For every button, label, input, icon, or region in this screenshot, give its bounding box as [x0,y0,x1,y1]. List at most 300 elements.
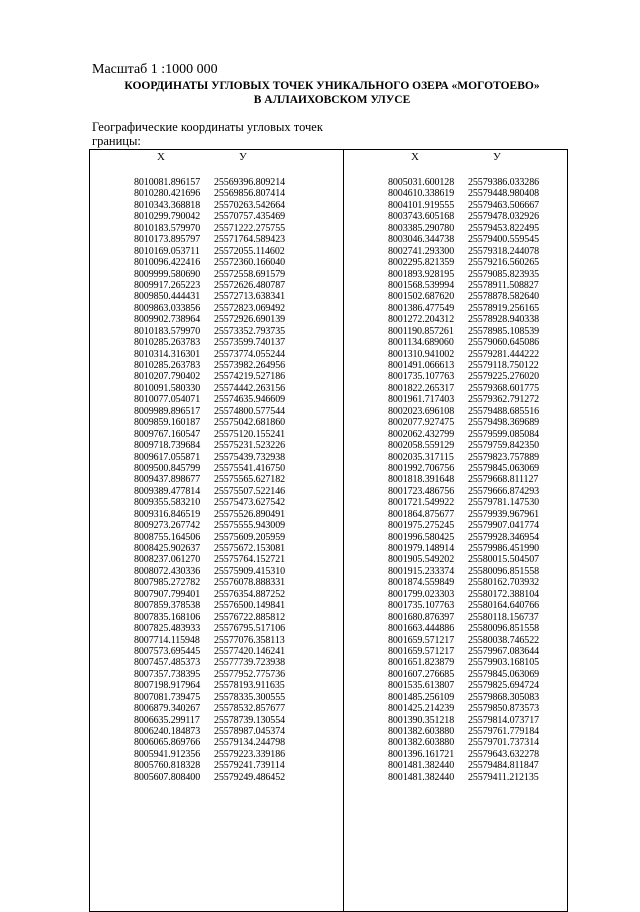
table-row [388,188,539,199]
coord-y: 25579599.085084 [468,428,540,440]
coord-x: 8007825.483933 [134,623,201,635]
table-row [134,566,285,577]
coord-x: 8007859.378538 [134,600,201,612]
coord-x: 8001996.580425 [388,531,455,543]
coord-x: 8009850.444431 [134,291,201,303]
coord-y: 25580015.504507 [468,554,540,566]
table-row [134,188,285,199]
table-row [388,349,539,360]
coord-x: 8001961.717403 [388,394,455,406]
coord-y: 25571764.589423 [214,234,286,246]
coord-y: 25579318.244078 [468,245,540,257]
coord-y: 25580038.746522 [468,634,540,646]
coord-y: 25570757.435469 [214,211,286,223]
table-row [134,612,285,623]
table-row [388,486,539,497]
table-row [134,600,285,611]
coord-x: 8006879.340267 [134,703,201,715]
table-row [134,554,285,565]
coord-y: 25575764.152721 [214,554,286,566]
coord-x: 8010314.316301 [134,348,201,360]
coord-y: 25575672.153081 [214,543,286,554]
table-row [134,326,285,337]
coord-x: 8001535.613807 [388,680,455,692]
coord-y: 25576722.885812 [214,611,286,623]
coord-y: 25573982.264956 [214,360,286,371]
table-row [388,623,539,634]
table-row [388,463,539,474]
table-row [388,577,539,588]
table-row [134,291,285,302]
coord-y: 25575555.943009 [214,520,286,532]
table-row [388,452,539,463]
table-row [134,349,285,360]
coord-x: 8007985.272782 [134,577,201,589]
coord-y: 25579986.451990 [468,543,540,554]
coord-y: 25577952.775736 [214,668,286,680]
coord-y: 25574442.263156 [214,382,286,394]
coord-y: 25579761.779184 [468,726,540,737]
coord-x: 8001799.023303 [388,588,455,600]
coord-x: 8001905.549202 [388,554,455,566]
coord-x: 8006065.869766 [134,737,201,749]
table-row [388,726,539,737]
coord-x: 8006240.184873 [134,726,201,737]
table-row [134,532,285,543]
table-row [388,246,539,257]
coord-y: 25579118.750122 [468,360,539,371]
title-line-1: КООРДИНАТЫ УГЛОВЫХ ТОЧЕК УНИКАЛЬНОГО ОЗЕРА «МОГОТОЕВО» [124,80,540,92]
coord-y: 25580096.851558 [468,565,540,577]
document-title [92,79,572,107]
coord-x: 8008425.902637 [134,543,201,554]
coord-x: 8001485.256109 [388,691,455,703]
coord-x: 8006635.299117 [134,714,200,726]
table-row [134,669,285,680]
coord-x: 8003385.290780 [388,222,455,234]
coord-x: 8009273.267742 [134,520,201,532]
coord-x: 8001425.214239 [388,703,455,715]
coord-y: 25579134.244798 [214,737,286,749]
coord-y: 25579223.339186 [214,748,286,760]
coord-y: 25578987.045374 [214,726,286,737]
coord-x: 8008072.430336 [134,565,201,577]
table-row [134,509,285,520]
coord-y: 25579453.822495 [468,222,540,234]
table-row [388,669,539,680]
coord-y: 25579225.276020 [468,371,540,383]
coord-y: 25579488.685516 [468,405,540,417]
table-row [388,543,539,554]
coord-x: 8010173.895797 [134,234,201,246]
coord-y: 25576500.149841 [214,600,286,612]
coord-x: 8001651.823879 [388,657,455,669]
table-row [134,280,285,291]
table-row [388,314,539,325]
coord-x: 8001735.107763 [388,371,455,383]
coord-x: 8009767.160547 [134,428,201,440]
coord-y: 25578193.911635 [214,680,285,692]
header-x-left: X [157,151,165,163]
coord-x: 8001663.444886 [388,623,455,635]
coord-y: 25579939.967961 [468,508,540,520]
right-rows [388,177,539,783]
coord-y: 25573352.793735 [214,325,286,337]
coord-y: 25575541.416750 [214,462,286,474]
coord-x: 8001382.603880 [388,737,455,749]
table-row [388,200,539,211]
coord-y: 25573774.055244 [214,348,286,360]
table-row [388,715,539,726]
coord-x: 8010081.896157 [134,177,201,188]
header-y-right: У [493,151,501,163]
coord-x: 8007457.485373 [134,657,201,669]
coord-x: 8002295.821359 [388,257,455,269]
table-row [134,406,285,417]
coord-y: 25578985.108539 [468,325,540,337]
coord-x: 8005760.818328 [134,760,201,772]
coord-y: 25579400.559545 [468,234,540,246]
table-row [388,429,539,440]
coord-y: 25579701.737314 [468,737,540,749]
coord-y: 25578919.256165 [468,302,540,314]
coord-y: 25575565.627182 [214,474,286,486]
table-row [134,726,285,737]
coord-y: 25579666.874293 [468,485,540,497]
coord-y: 25579903.168105 [468,657,540,669]
coord-x: 8001721.549922 [388,497,455,509]
table-row [134,177,285,188]
coord-x: 8001491.066613 [388,360,455,371]
coord-y: 25578911.508827 [468,279,539,291]
coord-x: 8001481.382440 [388,771,455,783]
coord-y: 25578532.857677 [214,703,286,715]
coord-y: 25578739.130554 [214,714,286,726]
table-row [134,737,285,748]
coord-y: 25579249.486452 [214,771,286,783]
coord-y: 25579448.980408 [468,188,540,200]
coord-y: 25578335.300555 [214,691,286,703]
table-row [388,680,539,691]
coord-x: 8004610.338619 [388,188,455,200]
coord-x: 8010280.421696 [134,188,201,200]
table-row [134,463,285,474]
coord-x: 8009917.265223 [134,279,201,291]
coord-y: 25575231.523226 [214,440,286,452]
coord-x: 8002058.559129 [388,440,455,452]
coord-x: 8005031.600128 [388,177,455,188]
table-row [134,657,285,668]
coord-x: 8009902.738964 [134,314,201,326]
table-row [134,452,285,463]
table-row [134,589,285,600]
coord-y: 25579759.842350 [468,440,540,452]
table-row [388,635,539,646]
table-row [134,623,285,634]
coord-x: 8008755.164506 [134,531,201,543]
table-row [388,474,539,485]
table-row [388,520,539,531]
coord-x: 8001992.706756 [388,462,455,474]
coord-x: 8010285.263783 [134,337,201,349]
table-row [134,715,285,726]
table-row [388,772,539,783]
coord-y: 25574800.577544 [214,405,286,417]
column-divider [343,150,344,911]
coord-x: 8007198.917964 [134,680,201,692]
coord-y: 25579928.346954 [468,531,540,543]
coord-y: 25580096.851558 [468,623,540,635]
coord-x: 8001864.875677 [388,508,455,520]
coord-y: 25579281.444222 [468,348,540,360]
coord-y: 25579498.369689 [468,417,540,429]
coord-y: 25579643.632278 [468,748,540,760]
coord-x: 8001481.382440 [388,760,455,772]
table-row [388,211,539,222]
table-row [134,371,285,382]
coord-x: 8003743.605168 [388,211,455,223]
coord-x: 8001310.941002 [388,348,455,360]
table-row [134,692,285,703]
coord-x: 8010343.368818 [134,199,201,211]
table-row [134,257,285,268]
coord-y: 25569396.809214 [214,177,286,188]
table-row [134,543,285,554]
coord-y: 25580162.703932 [468,577,540,589]
table-row [388,257,539,268]
coord-y: 25579850.873573 [468,703,540,715]
table-row [388,280,539,291]
table-row [388,371,539,382]
coord-y: 25575042.681860 [214,417,286,429]
coord-x: 8001893.928195 [388,268,455,280]
coord-y: 25572626.480787 [214,279,286,291]
table-row [388,703,539,714]
coord-y: 25570263.542664 [214,199,286,211]
table-row [134,703,285,714]
coord-x: 8001818.391648 [388,474,455,486]
table-row [388,554,539,565]
coord-y: 25575909.415310 [214,565,286,577]
coord-y: 25579478.032926 [468,211,540,223]
subtitle [92,120,323,148]
coord-y: 25572823.069492 [214,302,286,314]
table-row [388,589,539,600]
coord-y: 25579814.073717 [468,714,540,726]
coord-y: 25576795.517106 [214,623,286,635]
coord-x: 8007573.695445 [134,645,201,657]
table-row [134,303,285,314]
table-row [134,394,285,405]
table-row [388,566,539,577]
coord-y: 25579362.791272 [468,394,540,406]
table-row [134,429,285,440]
coord-x: 8002077.927475 [388,417,455,429]
coord-x: 8001134.689060 [388,337,454,349]
coord-x: 8002023.696108 [388,405,455,417]
table-row [388,360,539,371]
table-row [134,211,285,222]
table-row [134,474,285,485]
table-row [388,406,539,417]
table-row [388,269,539,280]
coord-x: 8010183.579970 [134,222,201,234]
table-row [134,772,285,783]
coord-x: 8010091.580330 [134,382,201,394]
table-row [388,440,539,451]
coord-y: 25579825.694724 [468,680,540,692]
coord-x: 8001659.571217 [388,634,455,646]
coord-x: 8001502.687620 [388,291,455,303]
coord-x: 8010299.790042 [134,211,201,223]
coord-x: 8009617.055871 [134,451,201,463]
table-row [388,600,539,611]
table-row [388,177,539,188]
table-row [388,612,539,623]
coord-x: 8003046.344738 [388,234,455,246]
coord-x: 8005941.912356 [134,748,201,760]
table-row [388,394,539,405]
table-row [134,497,285,508]
coord-x: 8002741.293300 [388,245,455,257]
coord-x: 8001190.857261 [388,325,454,337]
coord-y: 25576078.888331 [214,577,286,589]
coord-x: 8009718.739684 [134,440,201,452]
table-row [134,360,285,371]
coord-y: 25575609.205959 [214,531,286,543]
coord-x: 8005607.808400 [134,771,201,783]
table-row [388,760,539,771]
coord-y: 25580172.388104 [468,588,540,600]
coord-x: 8001723.486756 [388,485,455,497]
coord-x: 8001735.107763 [388,600,455,612]
coord-x: 8007357.738395 [134,668,201,680]
coord-x: 8008237.061270 [134,554,201,566]
coord-y: 25575439.732938 [214,451,286,463]
coord-x: 8001975.275245 [388,520,455,532]
coord-x: 8007907.799401 [134,588,201,600]
coord-y: 25578878.582640 [468,291,540,303]
coord-y: 25579845.063069 [468,668,540,680]
coord-y: 25579386.033286 [468,177,540,188]
coord-y: 25572558.691579 [214,268,286,280]
coord-y: 25569856.807414 [214,188,286,200]
coord-y: 25579781.147530 [468,497,540,509]
coord-x: 8001874.559849 [388,577,455,589]
subtitle-line-2: границы: [92,134,141,148]
coord-x: 8001979.148914 [388,543,455,554]
coord-x: 8001390.351218 [388,714,455,726]
table-row [388,223,539,234]
table-row [134,749,285,760]
subtitle-line-1: Географические координаты угловых точек [92,120,323,134]
table-row [388,326,539,337]
coord-x: 8001659.571217 [388,645,455,657]
coordinates-table [89,149,568,912]
table-row [134,680,285,691]
table-row [134,635,285,646]
coord-y: 25572926.690139 [214,314,286,326]
coord-y: 25579085.823935 [468,268,540,280]
coord-y: 25575526.890491 [214,508,286,520]
coord-x: 8001680.876397 [388,611,455,623]
table-row [134,200,285,211]
coord-x: 8002035.317115 [388,451,454,463]
table-row [388,291,539,302]
table-row [134,314,285,325]
coord-x: 8007835.168106 [134,611,201,623]
coord-x: 8001382.603880 [388,726,455,737]
header-x-right: X [411,151,419,163]
coord-y: 25579967.083644 [468,645,540,657]
coord-x: 8009500.845799 [134,462,201,474]
coord-x: 8007714.115948 [134,634,200,646]
coord-x: 8009437.898677 [134,474,201,486]
title-line-2: В АЛЛАИХОВСКОМ УЛУСЕ [253,94,411,106]
coord-x: 8007081.739475 [134,691,201,703]
coord-x: 8009863.033856 [134,302,201,314]
coord-x: 8001822.265317 [388,382,455,394]
table-row [388,337,539,348]
coord-x: 8001396.161721 [388,748,455,760]
coord-x: 8009355.583210 [134,497,201,509]
table-row [134,760,285,771]
coord-y: 25579823.757889 [468,451,540,463]
table-row [134,646,285,657]
coord-x: 8009989.896517 [134,405,201,417]
coord-y: 25579216.560265 [468,257,540,269]
table-row [134,246,285,257]
coord-y: 25577076.358113 [214,634,285,646]
left-rows [134,177,285,783]
coord-x: 8009999.580690 [134,268,201,280]
table-row [134,337,285,348]
coord-y: 25576354.887252 [214,588,286,600]
table-row [388,383,539,394]
coord-y: 25580164.640766 [468,600,540,612]
coord-x: 8010207.790402 [134,371,201,383]
coord-x: 8004101.919555 [388,199,455,211]
table-row [134,440,285,451]
coord-y: 25579241.739114 [214,760,285,772]
coord-x: 8010096.422416 [134,257,201,269]
coord-x: 8010077.054071 [134,394,201,406]
coord-y: 25577739.723938 [214,657,286,669]
table-row [388,692,539,703]
header-y-left: У [239,151,247,163]
table-row [134,269,285,280]
coord-y: 25579668.811127 [468,474,539,486]
coord-x: 8009316.846519 [134,508,201,520]
table-row [134,223,285,234]
coord-y: 25579060.645086 [468,337,540,349]
coord-y: 25579463.506667 [468,199,540,211]
coord-y: 25579368.601775 [468,382,540,394]
coord-x: 8001915.233374 [388,565,455,577]
coord-y: 25579411.212135 [468,771,539,783]
table-row [388,749,539,760]
coord-y: 25575120.155241 [214,428,286,440]
coord-y: 25571222.275755 [214,222,286,234]
table-row [388,532,539,543]
table-row [388,234,539,245]
coord-y: 25579907.041774 [468,520,540,532]
coord-y: 25575473.627542 [214,497,286,509]
coord-x: 8001568.539994 [388,279,455,291]
table-row [388,737,539,748]
coord-x: 8010183.579970 [134,325,201,337]
coord-x: 8009389.477814 [134,485,201,497]
